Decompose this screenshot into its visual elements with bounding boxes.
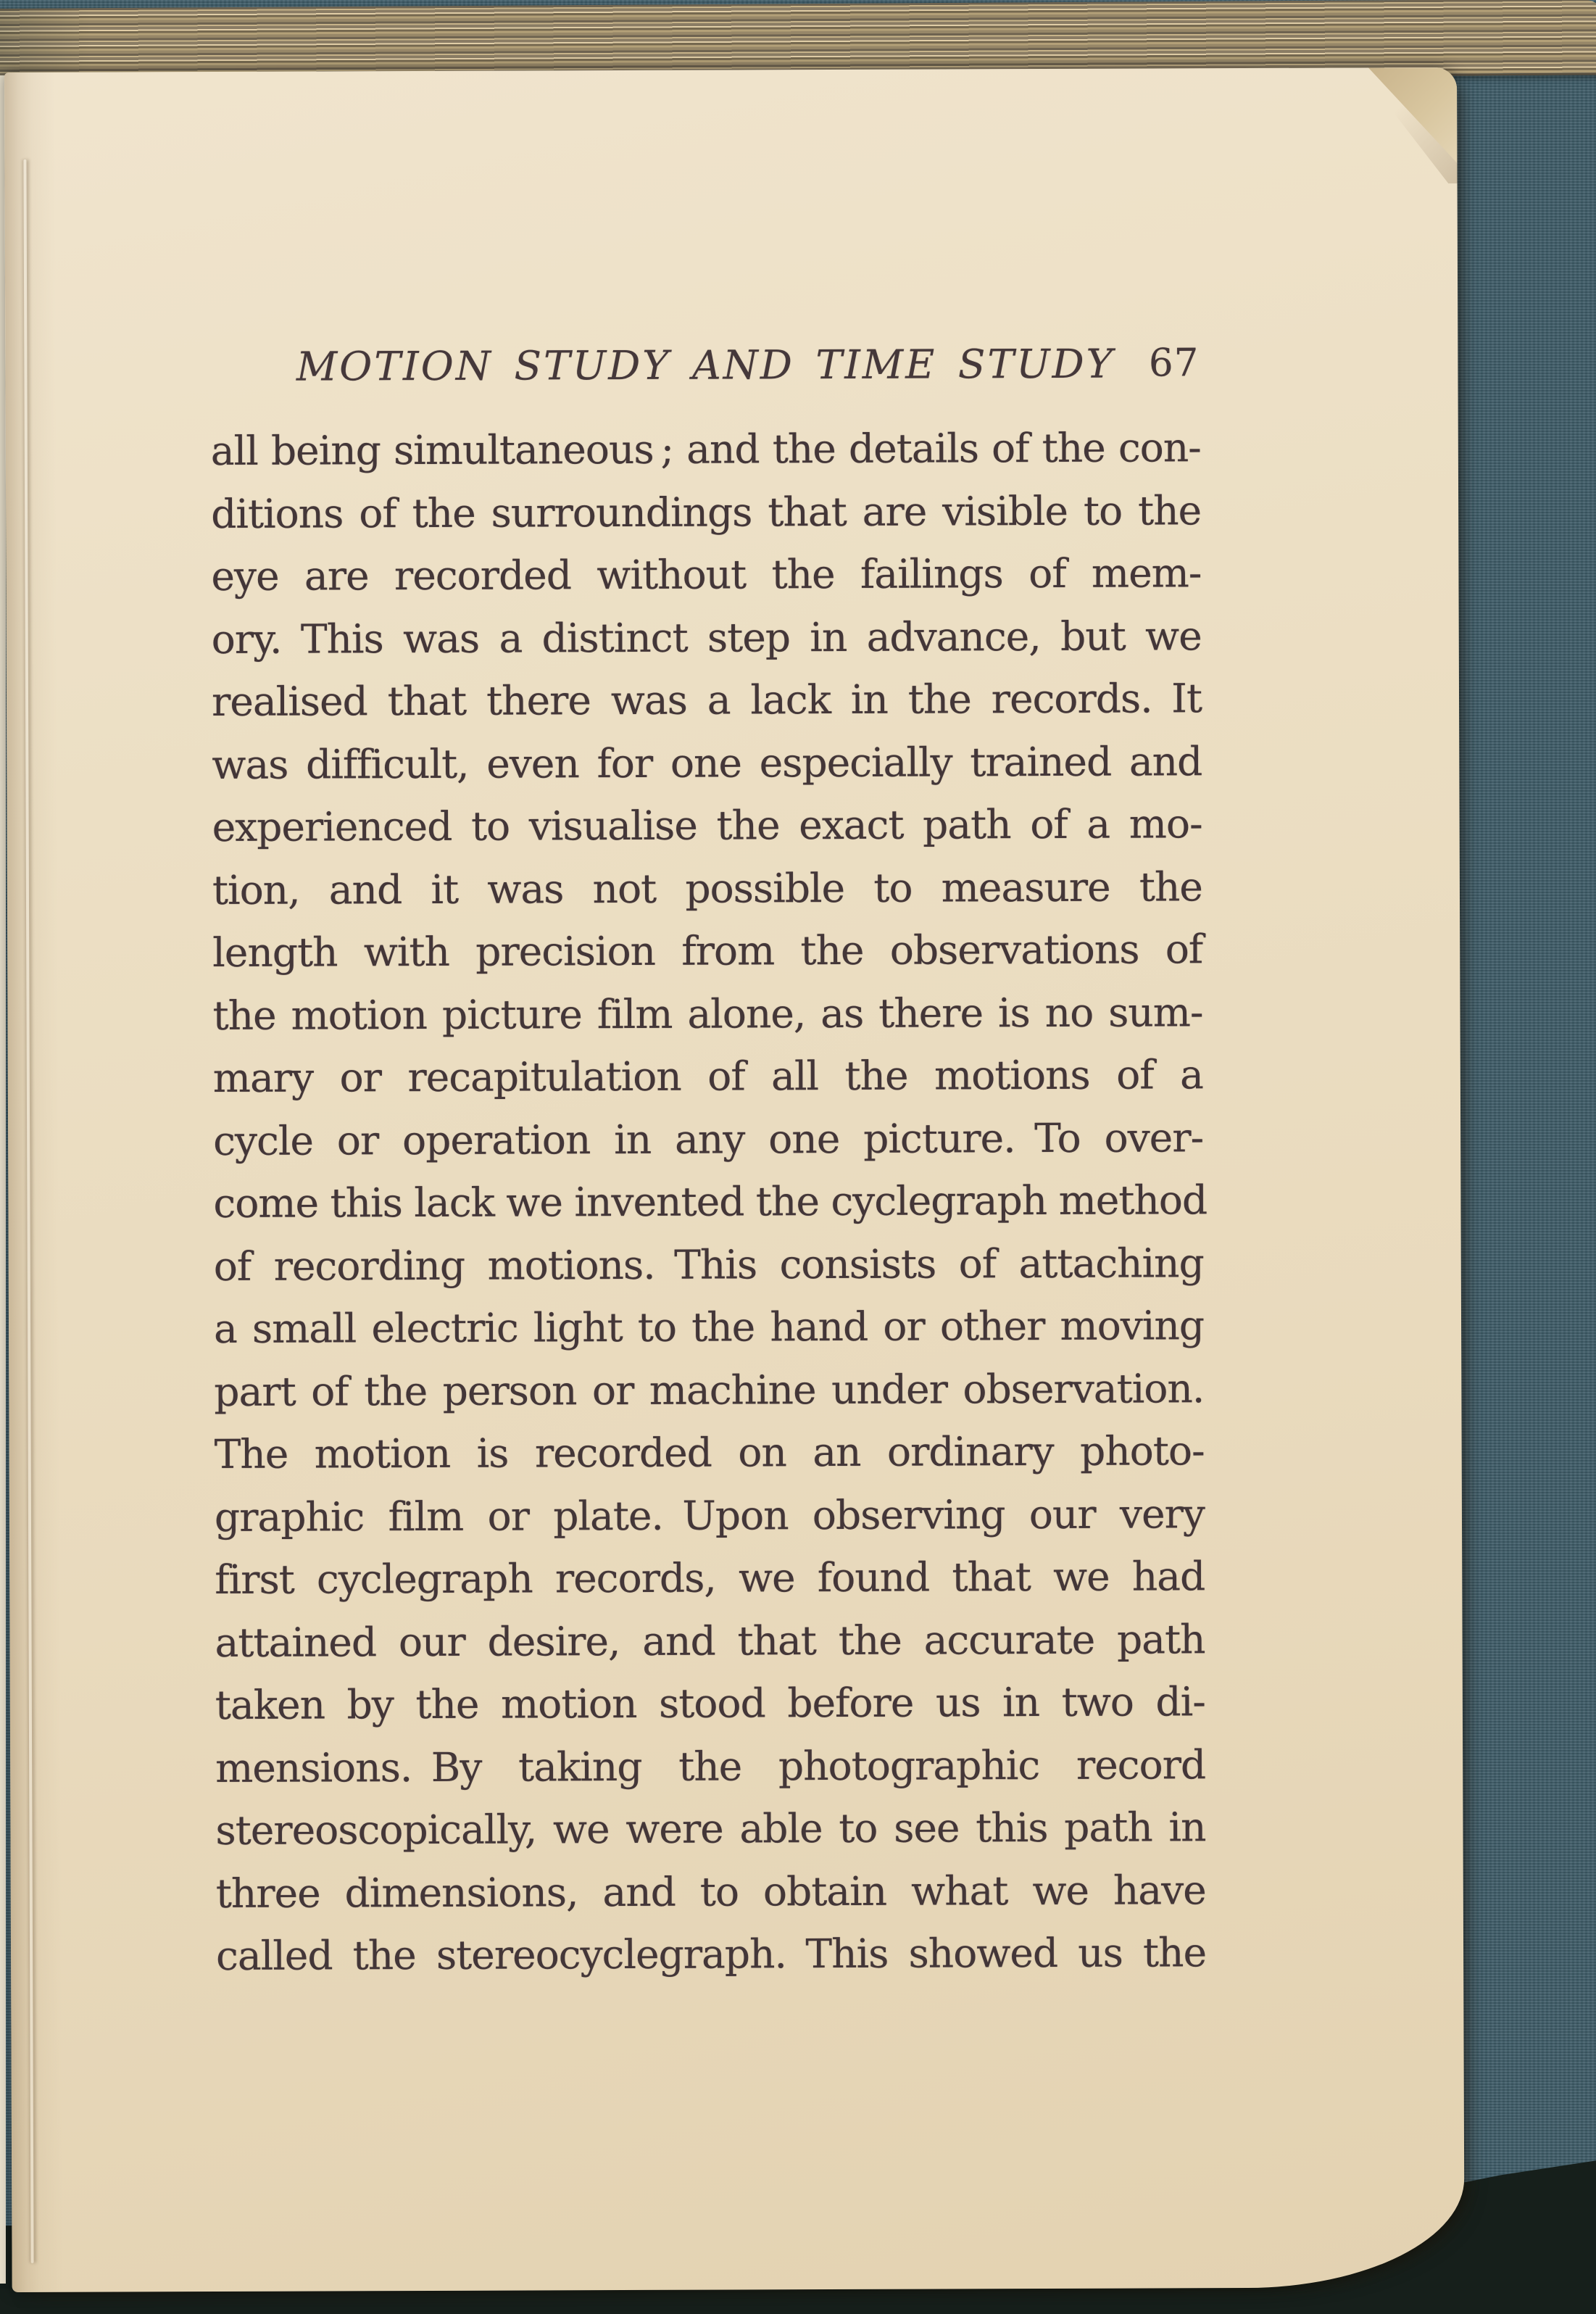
text-line: experienced to visualise the exact path of a mo-: [212, 800, 1202, 851]
running-header-title: MOTION STUDY AND TIME STUDY: [296, 340, 1115, 390]
text-line: of recording motions. This consists of attaching: [213, 1239, 1204, 1290]
body-text: [211, 416, 1207, 1987]
text-line: taken by the motion stood before us in two di-: [215, 1678, 1205, 1728]
text-line: realised that there was a lack in the records. It: [211, 675, 1202, 726]
text-line: tion, and it was not possible to measure the: [212, 863, 1203, 913]
text-line: part of the person or machine under observation.: [214, 1364, 1205, 1415]
text-line: all being simultaneous ; and the details of the con-: [210, 424, 1201, 475]
text-line: first cyclegraph records, we found that we had: [215, 1553, 1205, 1603]
book-page: [4, 67, 1465, 2292]
binding-gutter-shadow: [4, 72, 63, 2292]
text-line: the motion picture film alone, as there is no sum-: [212, 988, 1203, 1039]
page-number: 67: [1148, 341, 1200, 386]
text-line: was difficult, even for one especially trained and: [212, 737, 1202, 788]
running-header: [210, 338, 1200, 392]
text-line: stereoscopically, we were able to see this path in: [215, 1804, 1206, 1854]
text-line: ditions of the surroundings that are visible to the: [211, 486, 1202, 537]
page-edges-fore-edge: [1452, 41, 1571, 2226]
text-line: a small electric light to the hand or other moving: [213, 1302, 1205, 1353]
text-line: called the stereocyclegraph. This showed us the: [215, 1929, 1207, 1979]
text-line: ory. This was a distinct step in advance, but we: [211, 612, 1202, 663]
text-line: mary or recapitulation of all the motions of a: [212, 1051, 1203, 1102]
text-line: graphic film or plate. Upon observing our very: [214, 1490, 1205, 1540]
text-line: come this lack we invented the cyclegraph method: [213, 1177, 1208, 1227]
text-line: The motion is recorded on an ordinary photo-: [214, 1427, 1205, 1478]
text-line: cycle or operation in any one picture. To over-: [213, 1114, 1204, 1164]
text-line: mensions. By taking the photographic record: [215, 1741, 1206, 1791]
text-line: three dimensions, and to obtain what we have: [215, 1866, 1206, 1917]
text-line: attained our desire, and that the accurate path: [215, 1615, 1205, 1666]
text-line: length with precision from the observations of: [212, 926, 1203, 976]
text-line: eye are recorded without the failings of mem-: [211, 550, 1202, 600]
